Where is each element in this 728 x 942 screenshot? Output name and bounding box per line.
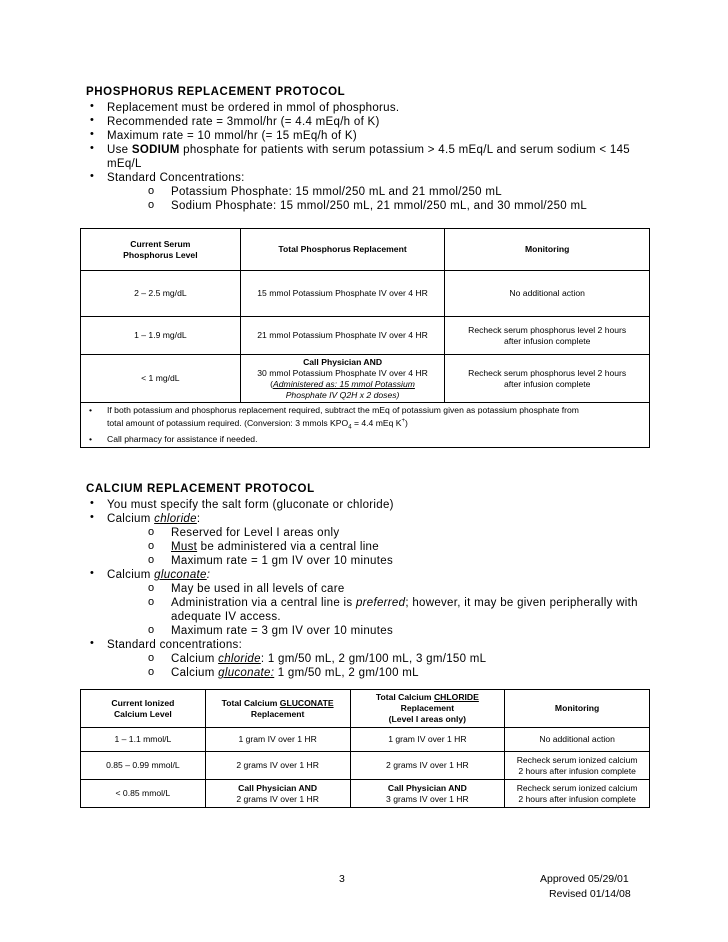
calc-conc-1: Calcium chloride: 1 gm/50 mL, 2 gm/100 mL, 3 gm/150 mL	[171, 653, 487, 665]
table-row	[81, 355, 650, 403]
revised-date: Revised 01/14/08	[549, 888, 631, 900]
page-number: 3	[339, 873, 345, 885]
table-cell: 15 mmol Potassium Phosphate IV over 4 HR	[240, 271, 445, 317]
approved-date: Approved 05/29/01	[540, 873, 629, 885]
calc-chloride-1: Reserved for Level I areas only	[171, 527, 340, 539]
header-gluconate: Total Calcium GLUCONATE Replacement	[205, 690, 350, 728]
bullet-icon: •	[90, 170, 94, 182]
circle-bullet-icon: o	[148, 199, 155, 211]
table-header-row	[81, 229, 650, 271]
table-cell: 0.85 – 0.99 mmol/L	[81, 752, 206, 780]
phos-conc-2: Sodium Phosphate: 15 mmol/250 mL, 21 mmol/250 mL, and 30 mmol/250 mL	[171, 200, 588, 212]
circle-bullet-icon: o	[148, 526, 155, 538]
header-ionized-level: Current Ionized Calcium Level	[81, 690, 206, 728]
calc-conc-2: Calcium gluconate: 1 gm/50 mL, 2 gm/100 mL	[171, 667, 419, 679]
circle-bullet-icon: o	[148, 624, 155, 636]
calc-bullet-4: Standard concentrations:	[107, 639, 243, 651]
table-cell: < 1 mg/dL	[81, 355, 241, 403]
calc-chloride-3: Maximum rate = 1 gm IV over 10 minutes	[171, 555, 393, 567]
table-notes-row	[81, 403, 650, 448]
phos-bullet-4: Use SODIUM phosphate for patients with serum potassium > 4.5 mEq/L and serum sodium < 145	[107, 144, 630, 156]
bullet-icon: •	[90, 142, 94, 154]
circle-bullet-icon: o	[148, 666, 155, 678]
table-cell: Recheck serum ionized calcium 2 hours after infusion complete	[505, 780, 650, 808]
table-cell: 2 grams IV over 1 HR	[350, 752, 505, 780]
note-2: • Call pharmacy for assistance if needed.	[89, 433, 258, 444]
bullet-icon: •	[90, 114, 94, 126]
table-row	[81, 271, 650, 317]
calc-bullet-2: Calcium chloride:	[107, 513, 201, 525]
table-cell: 21 mmol Potassium Phosphate IV over 4 HR	[240, 317, 445, 355]
table-cell: No additional action	[445, 271, 650, 317]
table-cell: Call Physician AND 30 mmol Potassium Phosphate IV over 4 HR (Administered as: 15 mmol Potassium Phosphate IV Q2H x 2 doses)	[240, 355, 445, 403]
header-monitoring: Monitoring	[505, 690, 650, 728]
bullet-icon: •	[90, 637, 94, 649]
calc-gluconate-1: May be used in all levels of care	[171, 583, 345, 595]
table-cell: Recheck serum ionized calcium 2 hours after infusion complete	[505, 752, 650, 780]
calcium-table	[80, 689, 650, 808]
table-cell: Recheck serum phosphorus level 2 hours after infusion complete	[445, 355, 650, 403]
bullet-icon: •	[90, 497, 94, 509]
note-1: • If both potassium and phosphorus replacement required, subtract the mEq of potassium given as potassium phosphate from total amount of potassium required. (Conversion: 3 mmols $KPO_4 = 4.4$ mEq K+)	[89, 405, 579, 431]
table-cell: 2 – 2.5 mg/dL	[81, 271, 241, 317]
circle-bullet-icon: o	[148, 652, 155, 664]
circle-bullet-icon: o	[148, 540, 155, 552]
calc-bullet-1: You must specify the salt form (gluconate or chloride)	[107, 499, 394, 511]
table-cell: 1 gram IV over 1 HR	[205, 728, 350, 752]
phos-bullet-2: Recommended rate = 3mmol/hr (= 4.4 mEq/h of K)	[107, 116, 380, 128]
table-cell: Call Physician AND 3 grams IV over 1 HR	[350, 780, 505, 808]
table-row	[81, 317, 650, 355]
table-row	[81, 752, 650, 780]
circle-bullet-icon: o	[148, 185, 155, 197]
phosphorus-section-title: PHOSPHORUS REPLACEMENT PROTOCOL	[86, 86, 346, 98]
table-cell: Recheck serum phosphorus level 2 hours after infusion complete	[445, 317, 650, 355]
header-chloride: Total Calcium CHLORIDE Replacement (Level I areas only)	[350, 690, 505, 728]
table-cell: Call Physician AND 2 grams IV over 1 HR	[205, 780, 350, 808]
calc-chloride-2: Must be administered via a central line	[171, 541, 379, 553]
table-row	[81, 728, 650, 752]
calc-bullet-3: Calcium gluconate:	[107, 569, 211, 581]
phos-conc-1: Potassium Phosphate: 15 mmol/250 mL and 21 mmol/250 mL	[171, 186, 502, 198]
table-cell: 1 gram IV over 1 HR	[350, 728, 505, 752]
header-monitoring: Monitoring	[445, 229, 650, 271]
phos-bullet-5: Standard Concentrations:	[107, 172, 245, 184]
table-cell: No additional action	[505, 728, 650, 752]
circle-bullet-icon: o	[148, 596, 155, 608]
phos-bullet-4-cont: mEq/L	[107, 158, 142, 170]
table-row	[81, 780, 650, 808]
table-cell: 2 grams IV over 1 HR	[205, 752, 350, 780]
bullet-icon: •	[90, 100, 94, 112]
calc-gluconate-2-cont: adequate IV access.	[171, 611, 281, 623]
calc-gluconate-3: Maximum rate = 3 gm IV over 10 minutes	[171, 625, 393, 637]
calc-gluconate-2: Administration via a central line is preferred; however, it may be given peripherally with	[171, 597, 638, 609]
header-serum-level: Current Serum Phosphorus Level	[81, 229, 241, 271]
bullet-icon: •	[89, 433, 93, 444]
phos-bullet-3: Maximum rate = 10 mmol/hr (= 15 mEq/h of K)	[107, 130, 358, 142]
phos-bullet-1: Replacement must be ordered in mmol of phosphorus.	[107, 102, 400, 114]
table-header-row	[81, 690, 650, 728]
header-replacement: Total Phosphorus Replacement	[240, 229, 445, 271]
table-cell: 1 – 1.1 mmol/L	[81, 728, 206, 752]
bullet-icon: •	[90, 128, 94, 140]
bullet-icon: •	[89, 405, 93, 415]
bullet-icon: •	[90, 567, 94, 579]
circle-bullet-icon: o	[148, 582, 155, 594]
table-cell: < 0.85 mmol/L	[81, 780, 206, 808]
circle-bullet-icon: o	[148, 554, 155, 566]
calcium-section-title: CALCIUM REPLACEMENT PROTOCOL	[86, 483, 315, 495]
phosphorus-table	[80, 228, 650, 448]
table-cell: 1 – 1.9 mg/dL	[81, 317, 241, 355]
table-notes	[81, 403, 650, 448]
bullet-icon: •	[90, 511, 94, 523]
